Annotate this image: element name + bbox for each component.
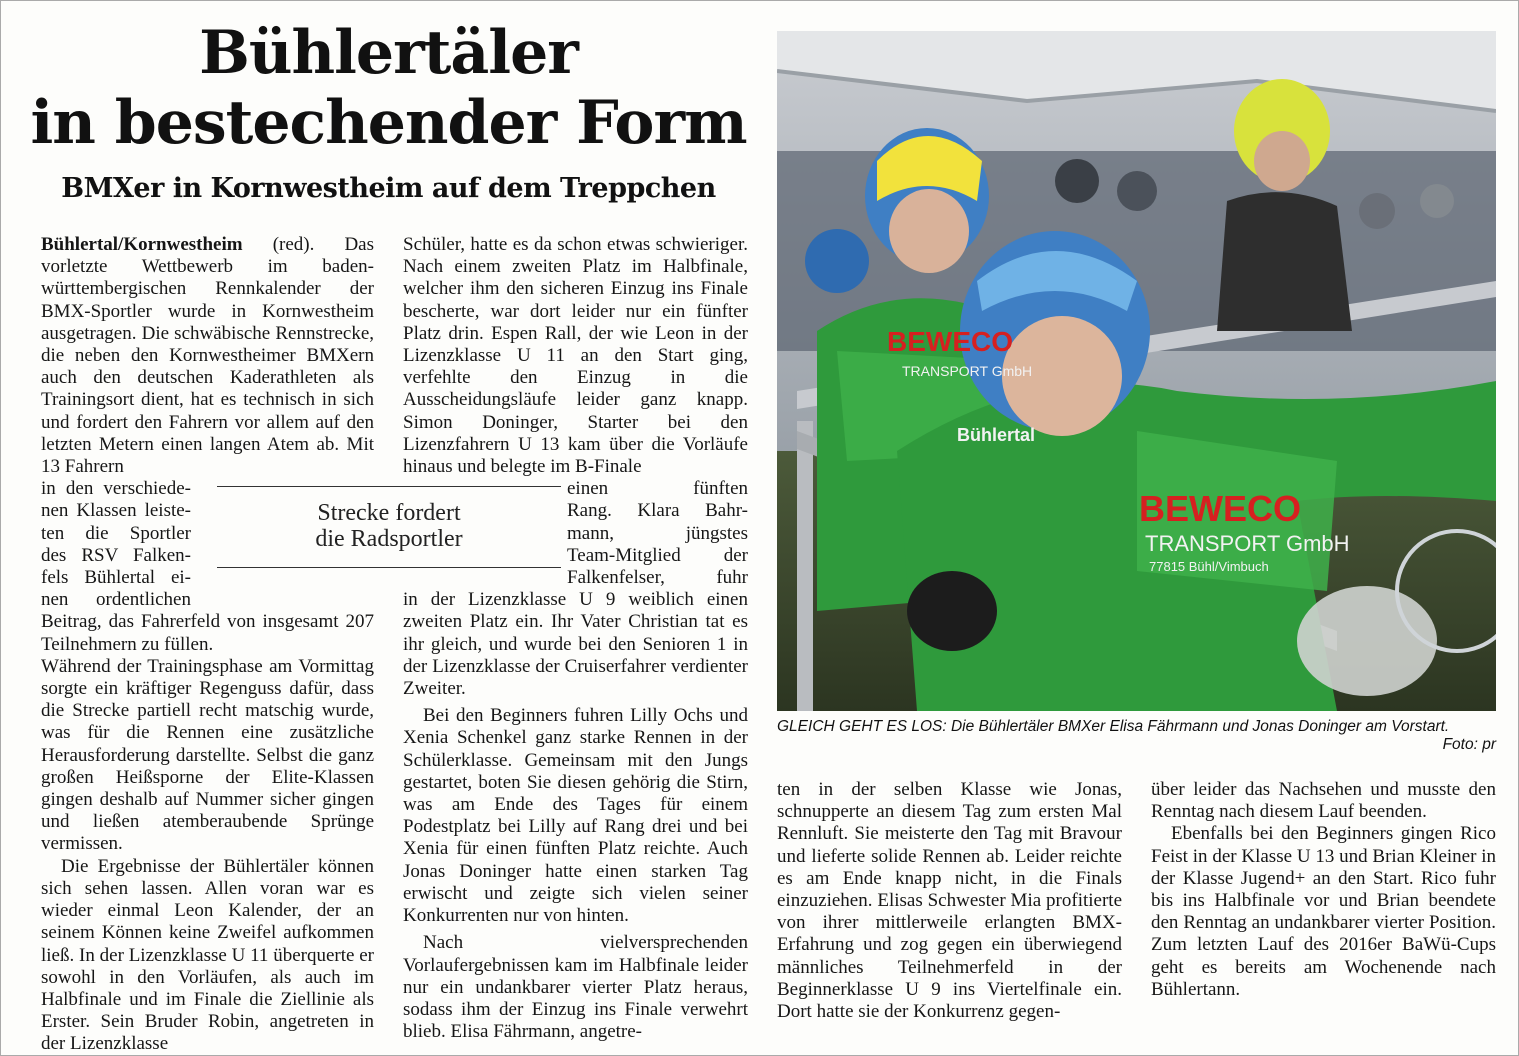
paragraph: ten in der selben Klasse wie Jonas, schnupperte an diesem Tag zum ersten Mal Rennluft. Sie meisterte den Tag mit Bravour und lieferte solide Rennen ab. Leider reichte es am Ende knapp nicht, in die Finals einzuziehen. Elisas Schwester Mia profitierte von ihrer mittlerweile erlangten BMX-Erfahrung und zog gegen ein überwiegend männliches Teilnehmerfeld in der Beginnerklasse U 9 ins Viertelfinale ein. Dort hatte sie der Konkurrenz gegen- bbox=[777, 779, 1122, 1023]
wrapped-line: fels Bühlertal ei- bbox=[41, 567, 191, 589]
article-column-2 bbox=[403, 234, 748, 1043]
article-column-3 bbox=[777, 779, 1122, 1023]
jersey-sub-1: TRANSPORT GmbH bbox=[902, 363, 1033, 379]
wrapped-text bbox=[41, 478, 191, 611]
paragraph: Schüler, hatte es da schon etwas schwieriger. Nach einem zweiten Platz im Halbfinale, welcher ihm den sicheren Einzug ins Finale bescherte, war dort leider nur ein fünfter Platz drin. Espen Rall, der wie Leon in der Lizenzklasse U 11 an den Start ging, verfehlte den Einzug in die Ausscheidungsläufe leider ganz knapp. Simon Doninger, Starter bei den Lizenzfahrern U 13 kam über die Vorläufe hinaus und belegte im B-Finale bbox=[403, 234, 748, 478]
wrapped-line: Team-Mitglied der bbox=[567, 544, 748, 566]
jersey-sub-2: TRANSPORT GmbH bbox=[1145, 531, 1350, 556]
paragraph: in der Lizenzklasse U 9 weiblich einen zweiten Platz ein. Ihr Vater Christian tat es ihr gleich, und wurde bei den Senioren 1 in der Lizenzklasse der Cruiserfahrer verdienter Zweiter. bbox=[403, 589, 748, 700]
paragraph: Nach vielversprechenden Vorlaufergebnissen kam im Halbfinale leider nur ein undankbarer vierter Platz heraus, sodass ihm der Einzug ins Finale verwehrt blieb. Elisa Fährmann, angetre- bbox=[403, 932, 748, 1043]
article-column-1 bbox=[41, 234, 374, 1056]
dateline: Bühlertal/Kornwestheim bbox=[41, 234, 243, 255]
headline-line-1: Bühlertäler bbox=[199, 18, 578, 88]
paragraph: Ebenfalls bei den Beginners gingen Rico Feist in der Klasse U 13 und Brian Kleiner in der Klasse Jugend+ an den Start. Rico fuhr bis ins Halbfinale vor und Brian beendete den Renntag an undankbarer vierter Position. Zum letzten Lauf des 2016er BaWü-Cups geht es bereits am Wochenende nach Bühlertann. bbox=[1151, 823, 1496, 1000]
pull-quote-line-1: Strecke fordert bbox=[317, 500, 461, 526]
wrapped-line: Rang. Klara Bahr- bbox=[567, 500, 748, 522]
wrapped-line: nen Klassen leiste- bbox=[41, 500, 191, 522]
pull-quote-line-2: die Radsportler bbox=[315, 526, 463, 552]
wrapped-line: nen ordentlichen bbox=[41, 589, 191, 611]
subheadline: BMXer in Kornwestheim auf dem Treppchen bbox=[61, 173, 716, 204]
headline-line-2: in bestechender Form bbox=[30, 88, 747, 158]
article-photo bbox=[777, 31, 1496, 711]
jersey-sponsor-1: BEWECO bbox=[887, 326, 1013, 357]
jersey-club: Bühlertal bbox=[957, 425, 1036, 445]
paragraph: Beitrag, das Fahrerfeld von insgesamt 207 Teilnehmern zu füllen. bbox=[41, 611, 374, 655]
photo-illustration bbox=[777, 31, 1496, 711]
paragraph: Während der Trainingsphase am Vormittag sorgte ein kräftiger Regenguss dafür, dass die Strecke partiell recht matschig wurde, was für die Rennen eine zusätzliche Herausforderung darstellte. Selbst die ganz großen Heißsporne der Elite-Klassen gingen deshalb auf Nummer sicher gingen und ließen atemberaubende Sprünge vermissen. bbox=[41, 655, 374, 855]
paragraph-text: (red). Das vorletzte Wettbewerb im baden-württembergischen Rennkalender der BMX-Sportler wurde in Kornwestheim ausgetragen. Die schwäbische Rennstrecke, die neben den Kornwestheimer BMXern auch den deutschen Kaderathleten als Trainingsort dient, hat es technisch in sich und fordert den Fahrern vor allem auf den letzten Metern einen langen Atem ab. Mit 13 Fahrern bbox=[41, 234, 375, 478]
jersey-sponsor-2: BEWECO bbox=[1139, 488, 1301, 529]
article-column-4 bbox=[1151, 779, 1496, 1001]
paragraph: Die Ergebnisse der Bühlertäler können sich sehen lassen. Allen voran war es wieder einmal Leon Kalender, der an seinem Können keine Zweifel aufkommen ließ. In der Lizenzklasse U 11 überquerte er sowohl in den Vorläufen, als auch im Halbfinale und im Finale die Ziellinie als Erster. Sein Bruder Robin, angetreten in der Lizenzklasse bbox=[41, 855, 374, 1055]
wrapped-line: mann, jüngstes bbox=[567, 522, 748, 544]
paragraph: über leider das Nachsehen und musste den Renntag nach diesem Lauf beenden. bbox=[1151, 779, 1496, 823]
wrapped-line: Falkenfelser, fuhr bbox=[567, 567, 748, 589]
paragraph bbox=[41, 234, 374, 478]
wrapped-line: in den verschiede- bbox=[41, 478, 191, 500]
wrapped-line: ten die Sportler bbox=[41, 522, 191, 544]
wrapped-line: des RSV Falken- bbox=[41, 544, 191, 566]
paragraph: Bei den Beginners fuhren Lilly Ochs und Xenia Schenkel ganz starke Rennen in der Schülerklasse. Gemeinsam mit den Jungs gestartet, boten Sie diesen gehörig die Stirn, was am Ende des Tages für einem Podestplatz bei Lilly auf Rang drei und bei Xenia für einen fünften Platz reichte. Auch Jonas Doninger hatte einen starken Tag erwischt und zeigte sich vielen seiner Konkurrenten nur von hinten. bbox=[403, 705, 748, 927]
photo-credit: Foto: pr bbox=[1442, 736, 1496, 753]
wrapped-line: einen fünften bbox=[567, 478, 748, 500]
jersey-address: 77815 Bühl/Vimbuch bbox=[1149, 559, 1269, 574]
wrapped-text bbox=[567, 478, 748, 589]
photo-caption: GLEICH GEHT ES LOS: Die Bühlertäler BMXer Elisa Fährmann und Jonas Doninger am Vorstart. bbox=[777, 718, 1450, 735]
